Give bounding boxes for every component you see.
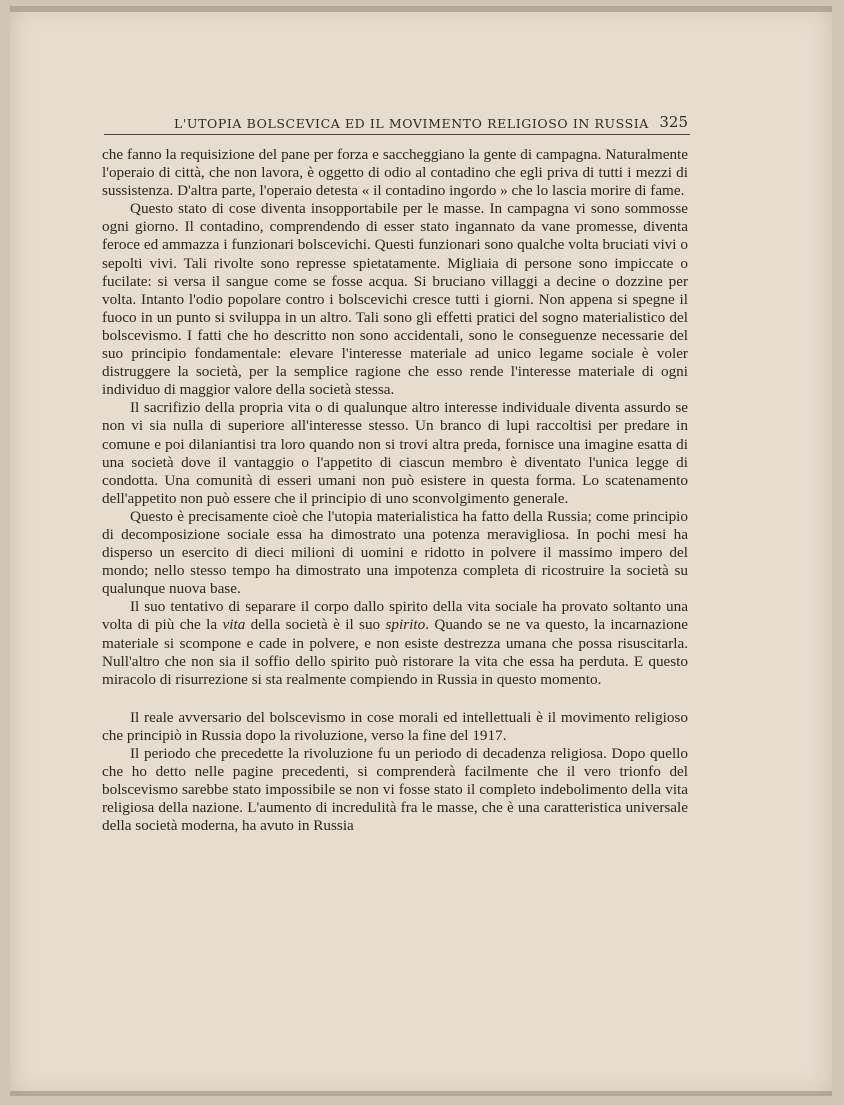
section-break	[102, 689, 688, 709]
paragraph-7: Il periodo che precedette la rivoluzione fu un periodo di decadenza religiosa. Dopo quello che ho detto nelle pagine precedenti, si comprenderà facilmente che il vero trionfo del bolscevismo sarebbe stato impossibile se non vi fosse stato il completo indebolimento della vita religiosa della nazione. L'aumento di incredulità fra le masse, che è una caratteristica universale della società moderna, ha avuto in Russia	[102, 745, 688, 835]
running-head	[104, 110, 690, 135]
paragraph-6: Il reale avversario del bolscevismo in cose morali ed intellettuali è il movimento religioso che principiò in Russia dopo la rivoluzione, verso la fine del 1917.	[102, 708, 688, 744]
paragraph-5-part-1: Il suo tentativo di separare il corpo dallo spirito della vita sociale ha provato soltanto una volta di più che la	[102, 598, 688, 634]
paragraph-3: Il sacrifizio della propria vita o di qualunque altro interesse individuale diventa assurdo se non vi sia nulla di superiore all'interesse stesso. Un branco di lupi raccoltisi per predare in comune e poi dilaniantisi tra loro quando non si trovi altra preda, fornisce una imagine esatta di una società dove il vantaggio o l'appetito di ciascun membro è diventato l'unica legge di condotta. Una comunità di esseri umani non può esistere in questa forma. Lo scatenamento dell'appetito non può essere che il principio di uno sconvolgimento generale.	[102, 399, 688, 507]
running-title: L'UTOPIA BOLSCEVICA ED IL MOVIMENTO RELIGIOSO IN RUSSIA	[174, 116, 649, 131]
book-page	[10, 6, 832, 1096]
body-text	[102, 146, 688, 835]
paragraph-5-part-3: . Quando se ne va questo, la incarnazione materiale si scompone e cade in polvere, e non esiste destrezza umana che possa risuscitarla. Null'altro che non sia il soffio dello spirito può ristorare la vita che essa ha perduta. E questo miracolo di risurrezione si sta realmente compiendo in Russia in questo momento.	[102, 616, 689, 688]
paragraph-2: Questo stato di cose diventa insopportabile per le masse. In campagna vi sono sommosse ogni giorno. Il contadino, comprendendo di esser stato ingannato da vane promesse, diventa feroce ed ammazza i funzionari bolscevichi. Questi funzionari sono qualche volta bruciati vivi o sepolti vivi. Tali rivolte sono represse spietatamente. Migliaia di persone sono impiccate o fucilate: si versa il sangue come se fosse acqua. Si bruciano villaggi a decine o dozzine per volta. Intanto l'odio popolare contro i bolscevichi cresce tutti i giorni. Non appena si spegne il fuoco in un punto si sviluppa in un altro. Tali sono gli effetti pratici del sogno materialistico del bolscevismo. I fatti che ho descritto non sono accidentali, sono le conseguenze necessarie del suo principio fondamentale: elevare l'interesse materiale ad unico legame sociale è voler distruggere la società, per la semplice ragione che esso rende l'interesse materiale di ogni individuo di maggior valore della società stessa.	[102, 200, 688, 399]
paragraph-4: Questo è precisamente cioè che l'utopia materialistica ha fatto della Russia; come principio di decomposizione sociale essa ha dimostrato una potenza meravigliosa. In pochi mesi ha disperso un esercito di dieci milioni di uomini e ridotto in polvere il massimo impero del mondo; nello stesso tempo ha dimostrato una impotenza completa di ricostruire la società su qualunque nuova base.	[102, 507, 688, 598]
paragraph-5-part-2: della società è il suo	[245, 616, 386, 634]
page-number: 325	[659, 113, 688, 131]
paragraph-5	[102, 598, 688, 688]
italic-spirito: spirito	[385, 616, 426, 634]
italic-vita: vita	[222, 616, 246, 634]
paragraph-1: che fanno la requisizione del pane per forza e saccheggiano la gente di campagna. Naturalmente l'operaio di città, che non lavora, è oggetto di odio al contadino che egli priva di tutti i mezzi di sussistenza. D'altra parte, l'operaio detesta « il contadino ingordo » che lo lascia morire di fame.	[102, 146, 688, 200]
